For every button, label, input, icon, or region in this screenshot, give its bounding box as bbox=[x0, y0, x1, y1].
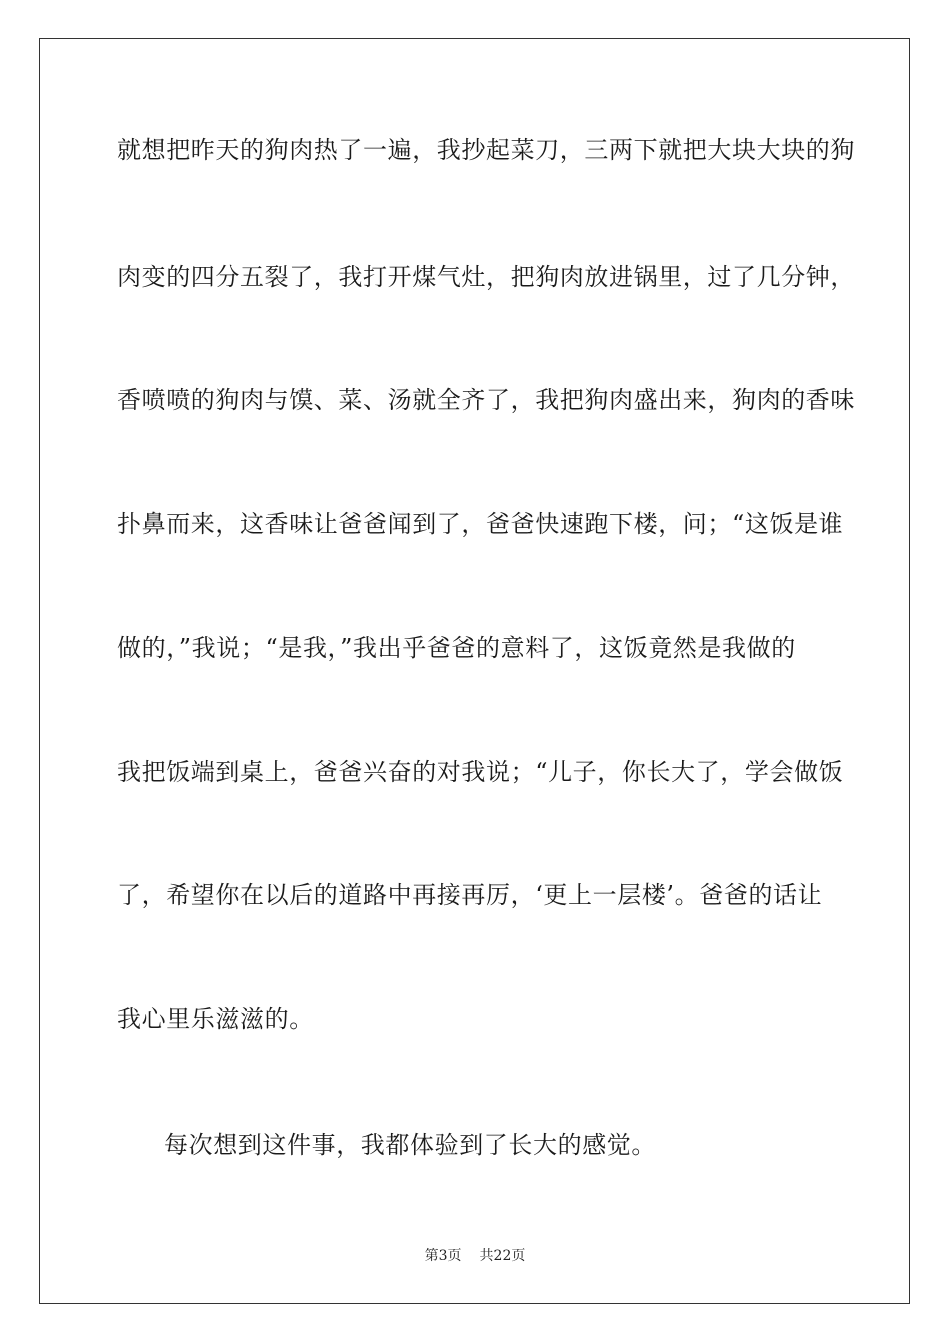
page-footer bbox=[0, 1247, 950, 1265]
total-pages: 共22页 bbox=[479, 1248, 526, 1264]
body-text-line-8: 我心里乐滋滋的。 bbox=[117, 1005, 314, 1033]
closing-paragraph: 每次想到这件事，我都体验到了长大的感觉。 bbox=[164, 1131, 656, 1159]
body-text-line-1: 就想把昨天的狗肉热了一遍，我抄起菜刀，三两下就把大块大块的狗 bbox=[117, 136, 855, 164]
page-border bbox=[39, 38, 910, 1304]
body-text-line-7: 了，希望你在以后的道路中再接再厉，‘更上一层楼’。爸爸的话让 bbox=[117, 881, 823, 909]
body-text-line-5: 做的，”我说；“是我，”我出乎爸爸的意料了，这饭竟然是我做的 bbox=[117, 634, 796, 662]
body-text-line-4: 扑鼻而来，这香味让爸爸闻到了，爸爸快速跑下楼，问；“这饭是谁 bbox=[117, 510, 844, 538]
body-text-line-3: 香喷喷的狗肉与馍、菜、汤就全齐了，我把狗肉盛出来，狗肉的香味 bbox=[117, 386, 855, 414]
body-text-line-2: 肉变的四分五裂了，我打开煤气灶，把狗肉放进锅里，过了几分钟， bbox=[117, 263, 855, 291]
page-number: 第3页 bbox=[424, 1248, 462, 1264]
body-text-line-6: 我把饭端到桌上，爸爸兴奋的对我说；“儿子，你长大了，学会做饭 bbox=[117, 758, 844, 786]
